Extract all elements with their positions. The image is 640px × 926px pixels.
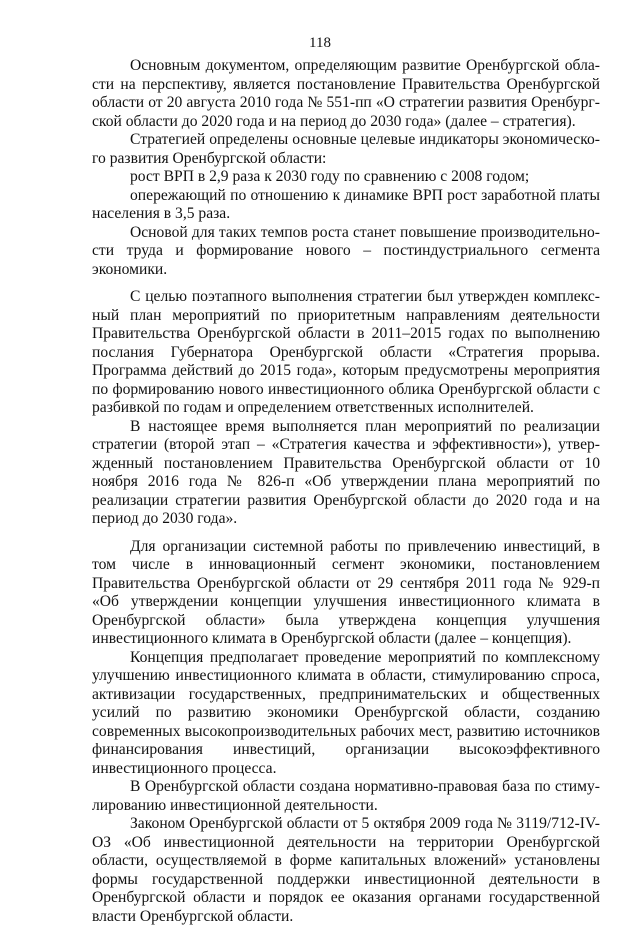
paragraph-productivity: Основой для таких темпов роста станет повышение производительности труда и формирование нового – постиндустриального сегмента экономики. [92, 223, 600, 278]
paragraph-investment-law: Законом Оренбургской области от 5 октября 2009 года № 3119/712-IV-ОЗ «Об инвестиционной деятельности на территории Оренбургской области, осуществляемой в форме капитальных вложений» установлены формы государственной поддержки инвестиционной деятельности в Оренбургской области и порядок ее оказания органами государственной власти Оренбургской области. [92, 815, 600, 925]
page-number: 118 [309, 35, 331, 51]
paragraph-action-plan: С целью поэтапного выполнения стратегии был утвержден комплексный план мероприятий по приоритетным направлениям деятельности Правительства Оренбургской области в 2011–2015 годах по выполнению послания Губернатора Оренбургской области «Стратегия прорыва. Программа действий до 2015 года», которым предусмотрены мероприятия по формированию нового инвестиционного облика Оренбургской области с разбивкой по годам и определением ответственных исполнителей. [92, 288, 600, 416]
paragraph-grp-growth: рост ВРП в 2,9 раза к 2030 году по сравнению с 2008 годом; [130, 168, 530, 185]
paragraph-strategy-indicators: Стратегией определены основные целевые индикаторы экономического развития Оренбургской области: [92, 131, 600, 167]
document-body [92, 57, 600, 926]
paragraph-wage-growth: опережающий по отношению к динамике ВРП рост заработной платы населения в 3,5 раза. [92, 186, 600, 222]
paragraph-concept-measures: Концепция предполагает проведение мероприятий по комплексному улучшению инвестиционного климата в области, стимулированию спроса, активизации государственных, предпринимательских и общественных усилий по развитию экономики Оренбургской области, созданию современных высокопроизводительных рабочих мест, развитию источников финансирования инвестиций, организации высокоэффективного инвестиционного процесса. [92, 648, 600, 777]
paragraph-legal-base: В Оренбургской области создана нормативно-правовая база по стимулированию инвестиционной деятельности. [92, 778, 600, 814]
paragraph-main-document: Основным документом, определяющим развитие Оренбургской области на перспективу, является постановление Правительства Оренбургской области от 20 августа 2010 года № 551-пп «О стратегии развития Оренбургской области до 2020 года и на период до 2030 года» (далее – стратегия). [92, 57, 600, 130]
paragraph-current-plan: В настоящее время выполняется план мероприятий по реализации стратегии (второй этап – «Стратегия качества и эффективности»), утвержденный постановлением Правительства Оренбургской области от 10 ноября 2016 года № 826-п «Об утверждении плана мероприятий по реализации стратегии развития Оренбургской области до 2020 года и на период до 2030 года». [92, 417, 600, 527]
paragraph-investment-concept: Для организации системной работы по привлечению инвестиций, в том числе в инновационный сегмент экономики, постановлением Правительства Оренбургской области от 29 сентября 2011 года № 929-п «Об утверждении концепции улучшения инвестиционного климата в Оренбургской области» была утверждена концепция улучшения инвестиционного климата в Оренбургской области (далее – концепция). [92, 537, 600, 647]
